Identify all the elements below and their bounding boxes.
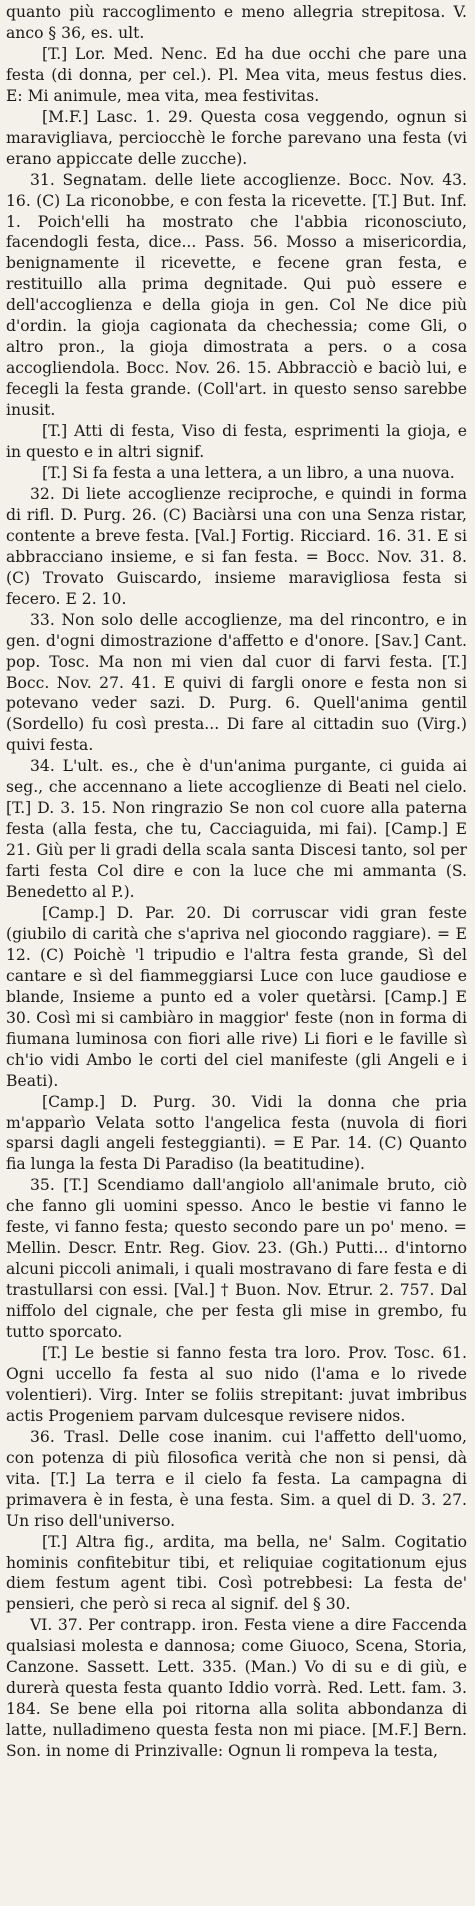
entry-paragraph: quanto più raccoglimento e meno allegria strepitosa. V. anco § 36, es. ult. xyxy=(6,3,467,42)
entry-paragraph: VI. 37. Per contrapp. iron. Festa viene a dire Faccenda qualsiasi molesta e dannosa; come Giuoco, Scena, Storia, Canzone. Sassett. Lett. 335. (Man.) Vo di su e di giù, e durerà questa festa quanto Iddio vorrà. Red. Lett. fam. 3. 184. Se bene ella poi ritorna alla solita abbondanza di latte, nulladimeno questa festa non mi piace. [M.F.] Bern. Son. in nome di Prinzivalle: Ognun li rompeva la testa, xyxy=(6,1616,467,1761)
entry-paragraph: 35. [T.] Scendiamo dall'angiolo all'animale bruto, ciò che fanno gli uomini spesso. Anco le bestie vi fanno le feste, vi fanno festa; questo secondo pare un po' meno. = Mellin. Descr. Entr. Reg. Giov. 23. (Gh.) Putti... d'intorno alcuni piccoli animali, i quali mostravano di fare festa e di trastullarsi con essi. [Val.] † Buon. Nov. Etrur. 2. 757. Dal niffolo del cignale, che per festa gli mise in grembo, fu tutto sporcato. xyxy=(6,1176,467,1342)
entry-paragraph: [T.] Lor. Med. Nenc. Ed ha due occhi che pare una festa (di donna, per cel.). Pl. Mea vita, meus festus dies. E: Mi animule, mea vita, mea festivitas. xyxy=(6,44,467,105)
entry-paragraph: [Camp.] D. Par. 20. Di corruscar vidi gran feste (giubilo di carità che s'apriva nel giocondo raggiare). = E 12. (C) Poichè 'l tripudio e l'altra festa grande, Sì del cantare e sì del fiammeggiarsi Luce con luce gaudiose e blande, Insieme a punto ed a voler quetàrsi. [Camp.] E 30. Così mi si cambiàro in maggior' feste (non in forma di fiumana luminosa con fiori alle rive) Li fiori e le faville sì ch'io vidi Ambo le corti del ciel manifeste (gli Angeli e i Beati). xyxy=(6,903,467,1090)
entry-paragraph: [T.] Atti di festa, Viso di festa, esprimenti la gioja, e in questo e in altri signif. xyxy=(6,422,467,462)
entry-paragraph: [Camp.] D. Purg. 30. Vidi la donna che pria m'apparìo Velata sotto l'angelica festa (nuvola di fiori sparsi dagli angeli festeggianti). = E Par. 14. (C) Quanto fia lunga la festa Di Paradiso (la beatitudine). xyxy=(6,1092,467,1174)
entry-paragraph: [M.F.] Lasc. 1. 29. Questa cosa veggendo, ognun si maravigliava, perciocchè le forche parevano una festa (vi erano appiccate delle zucche). xyxy=(6,107,467,168)
entry-paragraph: 31. Segnatam. delle liete accoglienze. Bocc. Nov. 43. 16. (C) La riconobbe, e con festa la ricevette. [T.] But. Inf. 1. Poich'elli ha mostrato che l'abbia riconosciuto, facendogli festa, dice... Pass. 56. Mosso a misericordia, benignamente il ricevette, e fecene gran festa, e restituillo alla prima degnitade. Qui può essere e dell'accoglienza e della gioja in gen. Col Ne dice più d'ordin. la gioja cagionata da chechessia; come Gli, o altro pron., la gioja dimostrata a pers. o a cosa accogliendola. Bocc. Nov. 26. 15. Abbracciò e baciò lui, e fecegli la festa grande. (Coll'art. in questo senso sarebbe inusit. xyxy=(6,170,467,420)
entry-paragraph: [T.] Le bestie si fanno festa tra loro. Prov. Tosc. 61. Ogni uccello fa festa al suo nido (l'ama e lo rivede volentieri). Virg. Inter se foliis strepitant: juvat imbribus actis Progeniem parvam dulcesque revisere nidos. xyxy=(6,1344,467,1425)
entry-paragraph: 32. Di liete accoglienze reciproche, e quindi in forma di rifl. D. Purg. 26. (C) Baciàrsi una con una Senza ristar, contente a breve festa. [Val.] Fortig. Ricciard. 16. 31. E si abbracciano insieme, e si fan festa. = Bocc. Nov. 31. 8. (C) Trovato Guiscardo, insieme maravigliosa festa si fecero. E 2. 10. xyxy=(6,484,467,608)
entry-paragraph: [T.] Si fa festa a una lettera, a un libro, a una nuova. xyxy=(42,463,455,482)
entry-paragraph: 34. L'ult. es., che è d'un'anima purgante, ci guida ai seg., che accennano a liete accoglienze di Beati nel cielo. [T.] D. 3. 15. Non ringrazio Se non col cuore alla paterna festa (alla festa, che tu, Cacciaguida, mi fai). [Camp.] E 21. Giù per li gradi della scala santa Discesi tanto, sol per farti festa Col dire e con la luce che mi ammanta (S. Benedetto al P.). xyxy=(6,757,467,902)
entry-paragraph: 36. Trasl. Delle cose inanim. cui l'affetto dell'uomo, con potenza di più filosofica verità che non si pensi, dà vita. [T.] La terra e il cielo fa festa. La campagna di primavera è in festa, è una festa. Sim. a quel di D. 3. 27. Un riso dell'universo. xyxy=(6,1427,467,1530)
entry-paragraph: [T.] Altra fig., ardita, ma bella, ne' Salm. Cogitatio hominis confitebitur tibi, et reliquiae cogitationum ejus diem festum agent tibi. Così potrebbesi: La festa de' pensieri, che però si reca al signif. del § 30. xyxy=(6,1532,467,1614)
entry-paragraph: 33. Non solo delle accoglienze, ma del rincontro, e in gen. d'ogni dimostrazione d'affetto e d'onore. [Sav.] Cant. pop. Tosc. Ma non mi vien dal cuor di farvi festa. [T.] Bocc. Nov. 27. 41. E quivi di fargli onore e festa non si potevano veder sazi. D. Purg. 6. Quell'anima gentil (Sordello) fu così presta... Di fare al cittadin suo (Virg.) quivi festa. xyxy=(6,610,467,755)
